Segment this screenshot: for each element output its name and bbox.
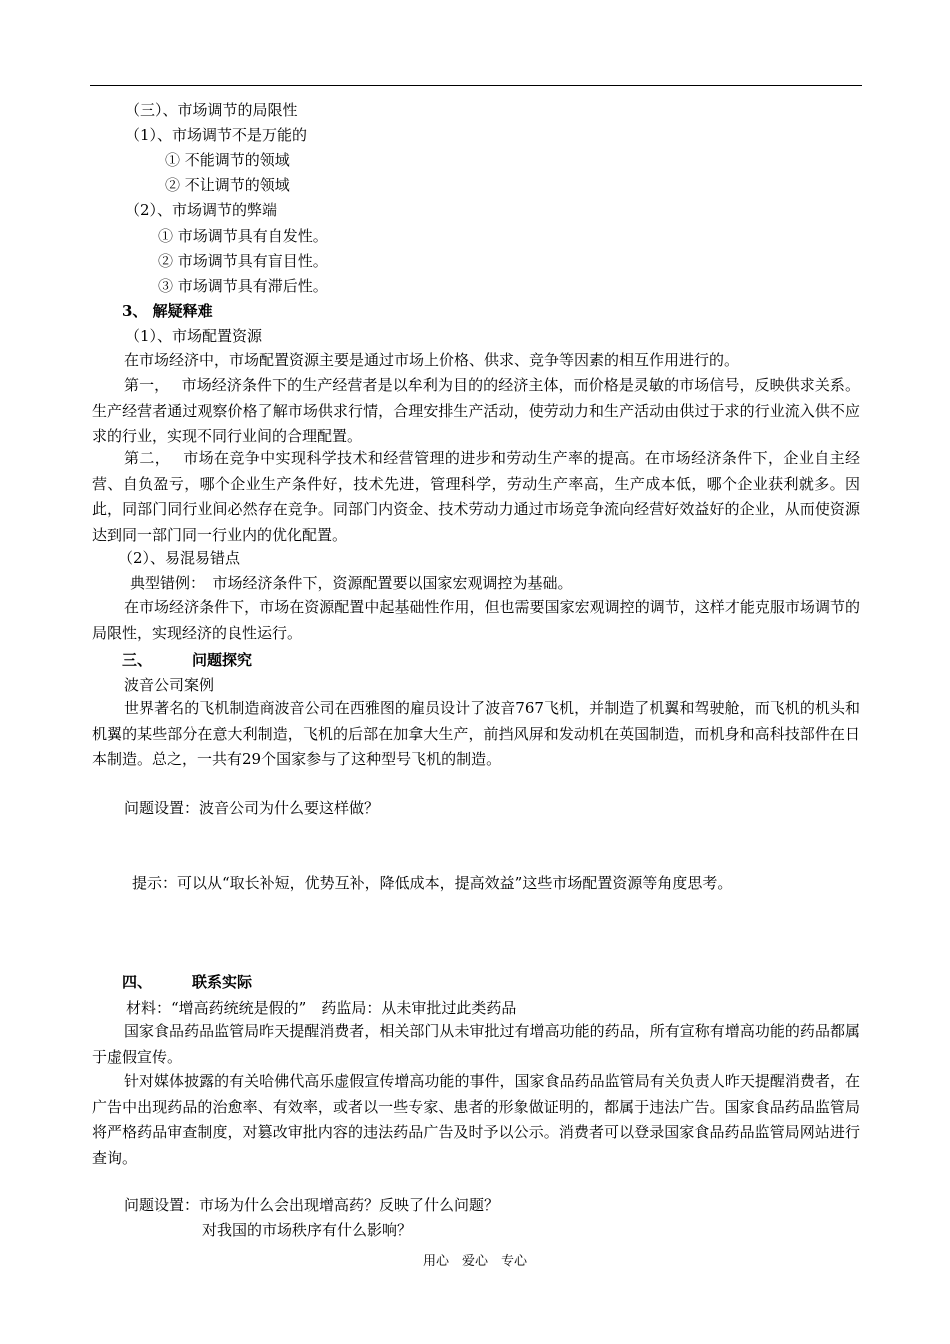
material-title: 材料：“增高药统统是假的” 药监局：从未审批过此类药品 [126,999,517,1017]
typical-error-line: 典型错例： 市场经济条件下，资源配置要以国家宏观调控为基础。 [130,574,573,592]
subheading-not-omnipotent: （1）、市场调节不是万能的 [125,126,308,144]
list-item: ③ 市场调节具有滞后性。 [158,277,328,295]
case-title: 波音公司案例 [124,676,215,694]
hint-line: 提示：可以从“取长补短，优势互补，降低成本，提高效益”这些市场配置资源等角度思考。 [132,874,733,892]
header-rule [90,85,862,86]
paragraph: 在市场经济条件下，市场在资源配置中起基础性作用，但也需要国家宏观调控的调节，这样才能克服市场调节的局限性，实现经济的良性运行。 [92,598,860,642]
paragraph: 针对媒体披露的有关哈佛代高乐虚假宣传增高功能的事件，国家食品药品监管局有关负责人昨天提醒消费者，在广告中出现药品的治愈率、有效率，或者以一些专家、患者的形象做证明的，都属于违法广告。国家食品药品监管局将严格药品审查制度，对篡改审批内容的违法药品广告及时予以公示。消费者可以登录国家食品药品监管局网站进行查询。 [92,1072,860,1167]
section-number-four: 四、 [122,973,153,991]
paragraph: 世界著名的飞机制造商波音公司在西雅图的雇员设计了波音767飞机，并制造了机翼和驾驶舱，而飞机的机头和机翼的某些部分在意大利制造，飞机的后部在加拿大生产，前挡风屏和发动机在英国制造，而机身和高科技部件在日本制造。总之，一共有29个国家参与了这种型号飞机的制造。 [92,699,860,769]
question-line: 对我国的市场秩序有什么影响？ [202,1221,413,1239]
paragraph: 第一， 市场经济条件下的生产经营者是以牟利为目的的经济主体，而价格是灵敏的市场信号，反映供求关系。生产经营者通过观察价格了解市场供求行情，合理安排生产活动，使劳动力和生产活动由供过于求的行业流入供不应求的行业，实现不同行业间的合理配置。 [92,376,860,446]
page-footer: 用心 爱心 专心 [422,1254,527,1269]
list-item: ② 不让调节的领域 [165,176,290,194]
paragraph: 第二， 市场在竞争中实现科学技术和经营管理的进步和劳动生产率的提高。在市场经济条件下，企业自主经营、自负盈亏，哪个企业生产条件好，技术先进，管理科学，劳动生产率高，生产成本低，哪个企业获利就多。因此，同部门同行业间必然存在竞争。同部门内资金、技术劳动力通过市场竞争流向经营好效益好的企业，从而使资源达到同一部门同一行业内的优化配置。 [92,449,860,544]
paragraph: 在市场经济中，市场配置资源主要是通过市场上价格、供求、竞争等因素的相互作用进行的。 [124,351,740,369]
section-heading-explanation: 3、 解疑释难 [122,302,213,320]
question-line: 问题设置：市场为什么会出现增高药？反映了什么问题？ [124,1196,500,1214]
list-item: ② 市场调节具有盲目性。 [158,252,328,270]
section-heading-market-limitations: （三）、市场调节的局限性 [125,101,298,119]
paragraph: 国家食品药品监管局昨天提醒消费者，相关部门从未审批过有增高功能的药品，所有宣称有增高功能的药品都属于虚假宣传。 [92,1022,860,1066]
subheading-resource-allocation: （1）、市场配置资源 [125,327,263,345]
question-line: 问题设置：波音公司为什么要这样做？ [124,799,380,817]
list-item: ① 市场调节具有自发性。 [158,227,328,245]
section-heading-inquiry: 问题探究 [192,651,253,669]
section-number-three: 三、 [122,651,153,669]
subheading-drawbacks: （2）、市场调节的弊端 [125,201,278,219]
section-heading-practice: 联系实际 [192,973,253,991]
list-item: ① 不能调节的领域 [165,151,290,169]
subheading-common-mistakes: （2）、易混易错点 [118,549,241,567]
